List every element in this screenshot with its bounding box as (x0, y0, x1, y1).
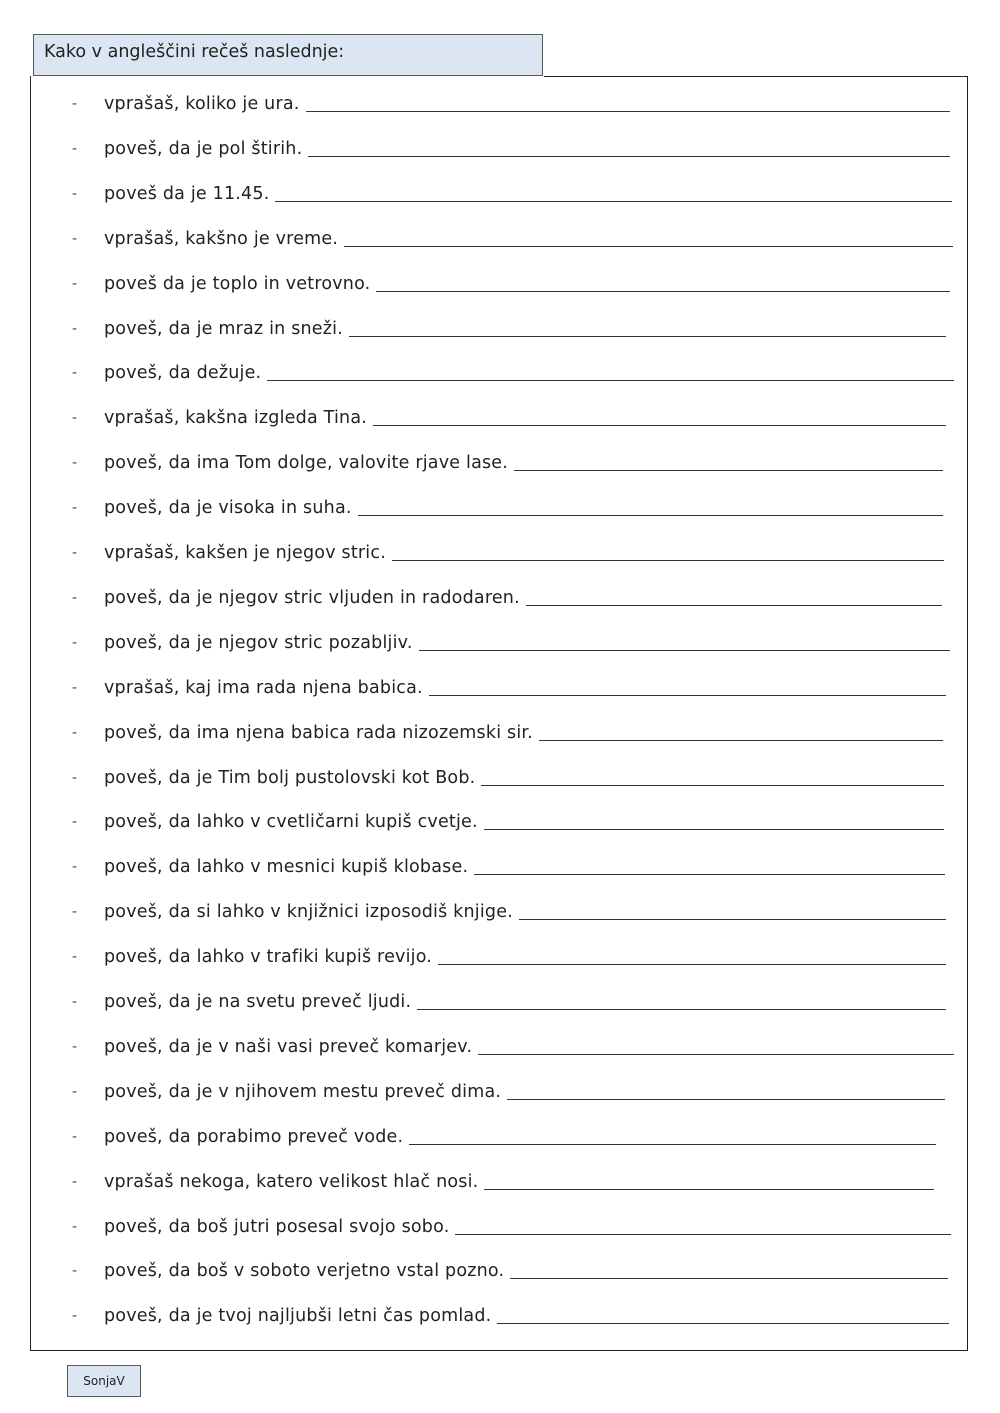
answer-blank[interactable] (507, 1081, 945, 1100)
answer-blank[interactable] (308, 138, 950, 157)
answer-blank[interactable] (409, 1126, 936, 1145)
exercise-item (72, 758, 944, 788)
item-prompt: poveš, da je na svetu preveč ljudi. (104, 992, 412, 1012)
answer-blank[interactable] (484, 811, 944, 830)
item-prompt: vprašaš, kakšno je vreme. (104, 228, 339, 249)
answer-blank[interactable] (417, 991, 946, 1010)
answer-blank[interactable] (306, 93, 950, 112)
exercise-item (72, 1027, 954, 1057)
item-prompt: poveš, da je visoka in suha. (104, 498, 352, 519)
bullet-dash: - (72, 320, 78, 337)
item-prompt: poveš, da je njegov stric pozabljiv. (104, 632, 413, 653)
worksheet-title: Kako v angleščini rečeš naslednje: (44, 42, 345, 62)
bullet-dash: - (72, 859, 78, 876)
exercise-item (72, 219, 953, 249)
bullet-dash: - (72, 1173, 78, 1190)
exercise-item (72, 1296, 949, 1326)
item-prompt: poveš da je 11.45. (104, 183, 270, 204)
exercise-item (72, 982, 946, 1012)
item-prompt: poveš, da je tvoj najljubši letni čas pomlad. (104, 1306, 492, 1327)
answer-blank[interactable] (519, 901, 946, 920)
worksheet-title-box (33, 34, 543, 76)
exercise-item (72, 443, 943, 473)
item-prompt: poveš, da je pol štirih. (104, 138, 303, 159)
item-prompt: poveš, da boš v soboto verjetno vstal pozno. (104, 1261, 505, 1282)
exercise-item (72, 488, 943, 518)
bullet-dash: - (72, 949, 78, 966)
answer-blank[interactable] (455, 1216, 951, 1235)
exercise-item (72, 84, 950, 114)
bullet-dash: - (72, 96, 78, 112)
exercise-item (72, 847, 945, 877)
bullet-dash: - (72, 455, 78, 472)
exercise-item (72, 802, 944, 832)
bullet-dash: - (72, 589, 78, 606)
bullet-dash: - (72, 814, 78, 831)
answer-blank[interactable] (539, 722, 943, 741)
answer-blank[interactable] (419, 632, 950, 651)
item-prompt: vprašaš, kakšna izgleda Tina. (104, 408, 368, 429)
bullet-dash: - (72, 500, 78, 517)
bullet-dash: - (72, 185, 78, 202)
bullet-dash: - (72, 634, 78, 651)
exercise-item (72, 1207, 951, 1237)
bullet-dash: - (72, 1218, 78, 1235)
author-label: SonjaV (83, 1374, 125, 1388)
item-prompt: poveš, da je v njihovem mestu preveč dima. (104, 1081, 502, 1102)
bullet-dash: - (72, 410, 78, 427)
answer-blank[interactable] (514, 452, 943, 471)
bullet-dash: - (72, 365, 78, 382)
item-prompt: vprašaš, kakšen je njegov stric. (104, 543, 386, 563)
bullet-dash: - (72, 1308, 78, 1325)
exercise-item (72, 129, 950, 159)
answer-blank[interactable] (267, 362, 954, 381)
exercise-item (72, 668, 946, 698)
exercise-item (72, 353, 954, 383)
answer-blank[interactable] (344, 228, 953, 247)
answer-blank[interactable] (478, 1036, 954, 1055)
bullet-dash: - (72, 1128, 78, 1145)
bullet-dash: - (72, 275, 78, 292)
item-prompt: vprašaš, kaj ima rada njena babica. (104, 677, 423, 698)
item-prompt: poveš, da porabimo preveč vode. (104, 1126, 404, 1147)
answer-blank[interactable] (275, 183, 952, 202)
exercise-item (72, 623, 950, 653)
item-prompt: poveš, da je mraz in sneži. (104, 318, 343, 339)
exercise-item (72, 892, 946, 922)
exercise-item (72, 578, 942, 608)
bullet-dash: - (72, 1038, 78, 1055)
answer-blank[interactable] (392, 542, 944, 561)
item-prompt: poveš, da je v naši vasi preveč komarjev. (104, 1036, 473, 1057)
answer-blank[interactable] (373, 407, 946, 426)
item-prompt: poveš, da je njegov stric vljuden in radodaren. (104, 587, 520, 608)
exercise-item (72, 533, 944, 563)
exercise-item (72, 264, 950, 294)
item-prompt: poveš, da si lahko v knjižnici izposodiš knjige. (104, 902, 513, 923)
bullet-dash: - (72, 679, 78, 696)
item-prompt: poveš, da ima njena babica rada nizozemski sir. (104, 722, 533, 743)
bullet-dash: - (72, 769, 78, 786)
item-prompt: poveš, da je Tim bolj pustolovski kot Bob. (104, 767, 476, 788)
author-box (67, 1365, 141, 1397)
item-prompt: poveš, da lahko v cvetličarni kupiš cvetje. (104, 812, 478, 833)
answer-blank[interactable] (358, 497, 943, 516)
answer-blank[interactable] (349, 318, 946, 337)
bullet-dash: - (72, 994, 78, 1010)
answer-blank[interactable] (526, 587, 942, 606)
item-prompt: poveš, da lahko v trafiki kupiš revijo. (104, 947, 433, 968)
exercise-box (30, 76, 968, 1351)
item-prompt: poveš, da dežuje. (104, 363, 262, 384)
bullet-dash: - (72, 724, 78, 741)
bullet-dash: - (72, 1263, 78, 1280)
answer-blank[interactable] (484, 1171, 934, 1190)
item-prompt: poveš, da ima Tom dolge, valovite rjave lase. (104, 453, 509, 474)
bullet-dash: - (72, 1083, 78, 1100)
answer-blank[interactable] (474, 856, 945, 875)
bullet-dash: - (72, 230, 78, 247)
exercise-item (72, 1117, 936, 1147)
answer-blank[interactable] (510, 1260, 948, 1279)
answer-blank[interactable] (497, 1305, 949, 1324)
bullet-dash: - (72, 904, 78, 921)
exercise-item (72, 1251, 948, 1281)
item-prompt: vprašaš, koliko je ura. (104, 94, 300, 114)
answer-blank[interactable] (376, 273, 950, 292)
answer-blank[interactable] (438, 946, 946, 965)
item-prompt: poveš, da boš jutri posesal svojo sobo. (104, 1216, 450, 1237)
exercise-item (72, 937, 946, 967)
answer-blank[interactable] (481, 767, 944, 786)
item-prompt: poveš, da lahko v mesnici kupiš klobase. (104, 857, 469, 878)
exercise-item (72, 309, 946, 339)
exercise-item (72, 398, 946, 428)
item-prompt: poveš da je toplo in vetrovno. (104, 273, 371, 294)
item-prompt: vprašaš nekoga, katero velikost hlač nosi. (104, 1171, 479, 1192)
exercise-item (72, 1072, 945, 1102)
exercise-item (72, 174, 952, 204)
exercise-item (72, 713, 943, 743)
bullet-dash: - (72, 140, 78, 157)
answer-blank[interactable] (429, 677, 946, 696)
bullet-dash: - (72, 545, 78, 561)
exercise-item (72, 1162, 934, 1192)
